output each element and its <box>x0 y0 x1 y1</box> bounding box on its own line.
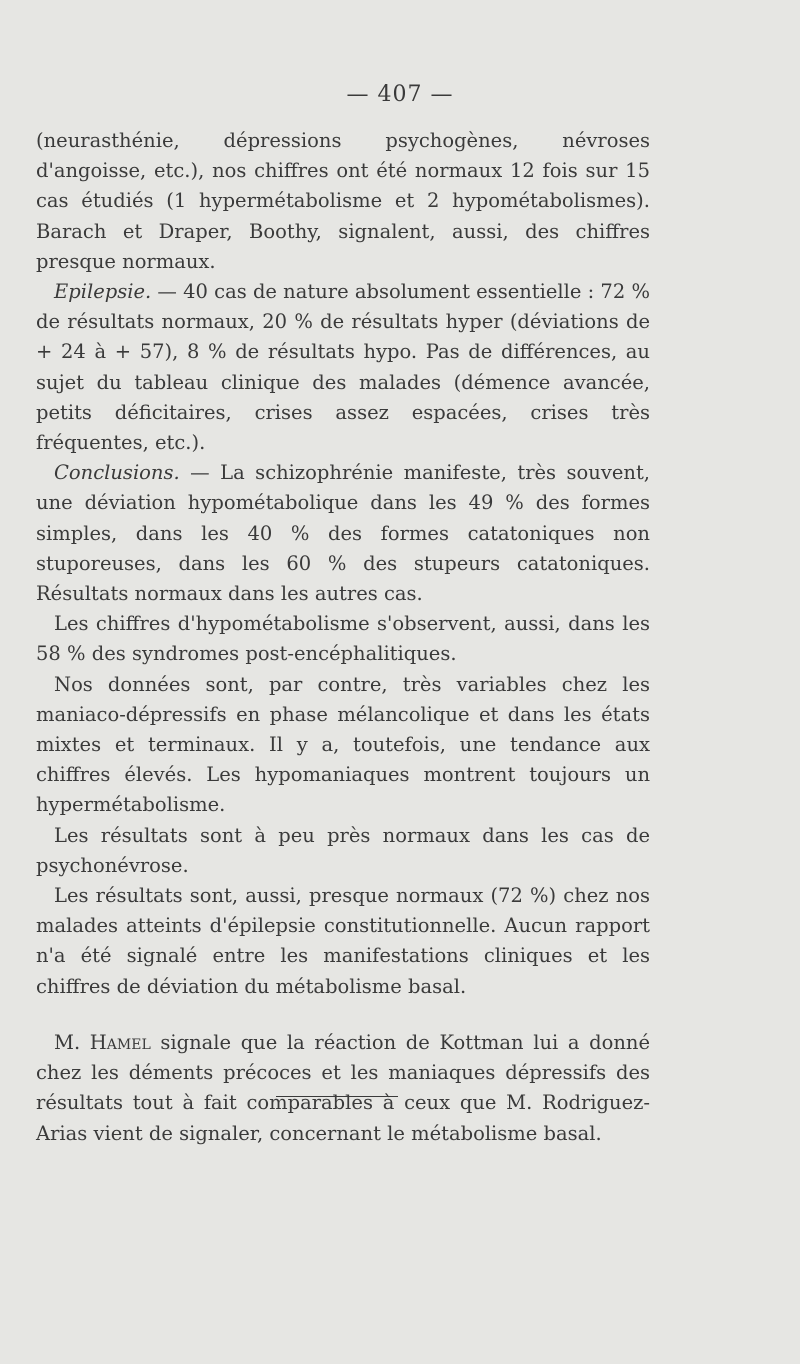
paragraph-maniaco-depressifs: Nos données sont, par contre, très variables chez les maniaco-dépressifs en phase mélancolique et dans les états mixtes et terminaux. Il y a, toutefois, une tendance aux chiffres élevés. Les hypomaniaques montrent toujours un hypermétabolisme. <box>36 672 650 817</box>
paragraph-psychonevrose: Les résultats sont à peu près normaux dans les cas de psychonévrose. <box>36 823 650 877</box>
hamel-prefix: M. <box>54 1030 90 1054</box>
paragraph-hamel <box>36 1028 650 1149</box>
conclusions-heading: Conclusions. <box>54 461 180 485</box>
paragraph-epilepsie-constitutionnelle: Les résultats sont, aussi, presque normaux (72 %) chez nos malades atteints d'épilepsie constitutionnelle. Aucun rapport n'a été signalé entre les manifestations cliniques et les chiffres de déviation du métabolisme basal. <box>36 884 650 998</box>
page-number: — 407 — <box>346 82 454 107</box>
conclusions-text: — La schizophrénie manifeste, très souvent, une déviation hypométabolique dans les 49 % des formes simples, dans les 40 % des formes catatoniques non stuporeuses, dans les 60 % des stupeurs catatoniques. Résultats normaux dans les autres cas. <box>36 461 650 606</box>
paragraph-epilepsie <box>36 277 650 458</box>
paragraph-neurasthenia: (neurasthénie, dépressions psychogènes, névroses d'angoisse, etc.), nos chiffres ont été normaux 12 fois sur 15 cas étudiés (1 hypermétabolisme et 2 hypométabolismes). Barach et Draper, Boothy, signalent, aussi, des chiffres presque normaux. <box>36 129 650 273</box>
hamel-name: Hamel <box>89 1030 151 1054</box>
epilepsie-text: — 40 cas de nature absolument essentielle : 72 % de résultats normaux, 20 % de résultats hyper (déviations de + 24 à + 57), 8 % de résultats hypo. Pas de différences, au sujet du tableau clinique des malades (démence avancée, petits déficitaires, crises assez espacées, crises très fréquentes, etc.). <box>36 280 650 455</box>
body-text <box>36 126 650 1149</box>
hamel-text: signale que la réaction de Kottman lui a donné chez les déments précoces et les maniaques dépressifs des résultats tout à fait comparables à ceux que M. Rodriguez-Arias vient de signaler, concernant le métabolisme basal. <box>36 1030 650 1145</box>
end-rule <box>276 1096 398 1097</box>
epilepsie-heading: Epilepsie. <box>54 280 152 304</box>
paragraph-conclusions <box>36 458 650 609</box>
paragraph-hypometabolism: Les chiffres d'hypométabolisme s'observent, aussi, dans les 58 % des syndromes post-encéphalitiques. <box>36 612 650 666</box>
